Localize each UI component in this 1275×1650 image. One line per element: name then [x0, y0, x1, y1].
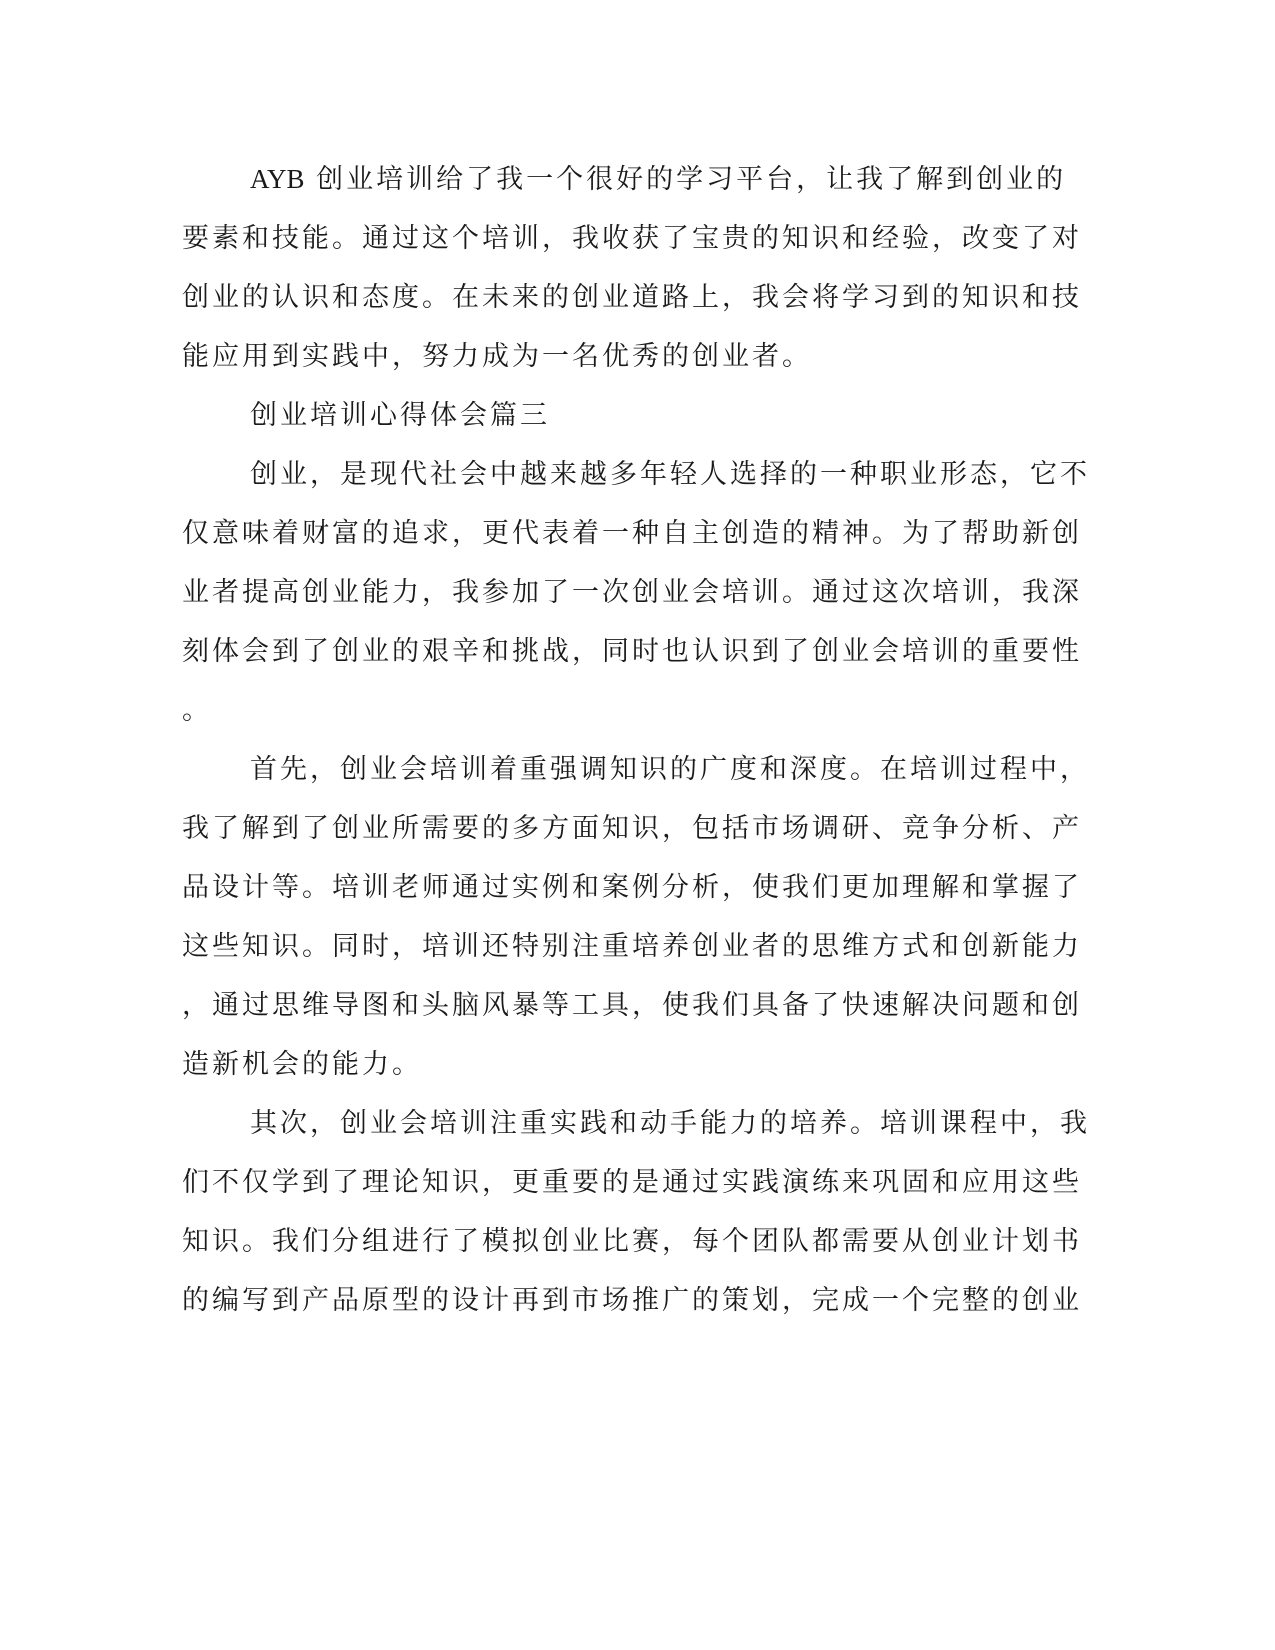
- paragraph-line: ，通过思维导图和头脑风暴等工具，使我们具备了快速解决问题和创: [182, 990, 1082, 1021]
- paragraph-line: 这些知识。同时，培训还特别注重培养创业者的思维方式和创新能力: [182, 931, 1082, 962]
- paragraph-line: 造新机会的能力。: [182, 1049, 422, 1080]
- paragraph-line: 。: [182, 695, 212, 726]
- paragraph-line: 业者提高创业能力，我参加了一次创业会培训。通过这次培训，我深: [182, 577, 1082, 608]
- paragraph-line: 首先，创业会培训着重强调知识的广度和深度。在培训过程中，: [250, 754, 1090, 785]
- paragraph-line: 我了解到了创业所需要的多方面知识，包括市场调研、竞争分析、产: [182, 813, 1082, 844]
- paragraph-line: AYB 创业培训给了我一个很好的学习平台，让我了解到创业的: [250, 164, 1067, 195]
- paragraph-line: 能应用到实践中，努力成为一名优秀的创业者。: [182, 341, 812, 372]
- brand-abbreviation: AYB: [250, 164, 305, 194]
- paragraph-line: 知识。我们分组进行了模拟创业比赛，每个团队都需要从创业计划书: [182, 1226, 1082, 1257]
- paragraph-line: 创业的认识和态度。在未来的创业道路上，我会将学习到的知识和技: [182, 282, 1082, 313]
- paragraph-line: 其次，创业会培训注重实践和动手能力的培养。培训课程中，我: [250, 1108, 1090, 1139]
- paragraph-line: 创业，是现代社会中越来越多年轻人选择的一种职业形态，它不: [250, 459, 1090, 490]
- paragraph-line: 仅意味着财富的追求，更代表着一种自主创造的精神。为了帮助新创: [182, 518, 1082, 549]
- paragraph-line: 的编写到产品原型的设计再到市场推广的策划，完成一个完整的创业: [182, 1285, 1082, 1316]
- paragraph-line: 要素和技能。通过这个培训，我收获了宝贵的知识和经验，改变了对: [182, 223, 1082, 254]
- document-body: [182, 150, 1090, 1330]
- paragraph-line: 品设计等。培训老师通过实例和案例分析，使我们更加理解和掌握了: [182, 872, 1082, 903]
- paragraph-line: 们不仅学到了理论知识，更重要的是通过实践演练来巩固和应用这些: [182, 1167, 1082, 1198]
- paragraph-line: 刻体会到了创业的艰辛和挑战，同时也认识到了创业会培训的重要性: [182, 636, 1082, 667]
- section-heading: 创业培训心得体会篇三: [250, 400, 550, 431]
